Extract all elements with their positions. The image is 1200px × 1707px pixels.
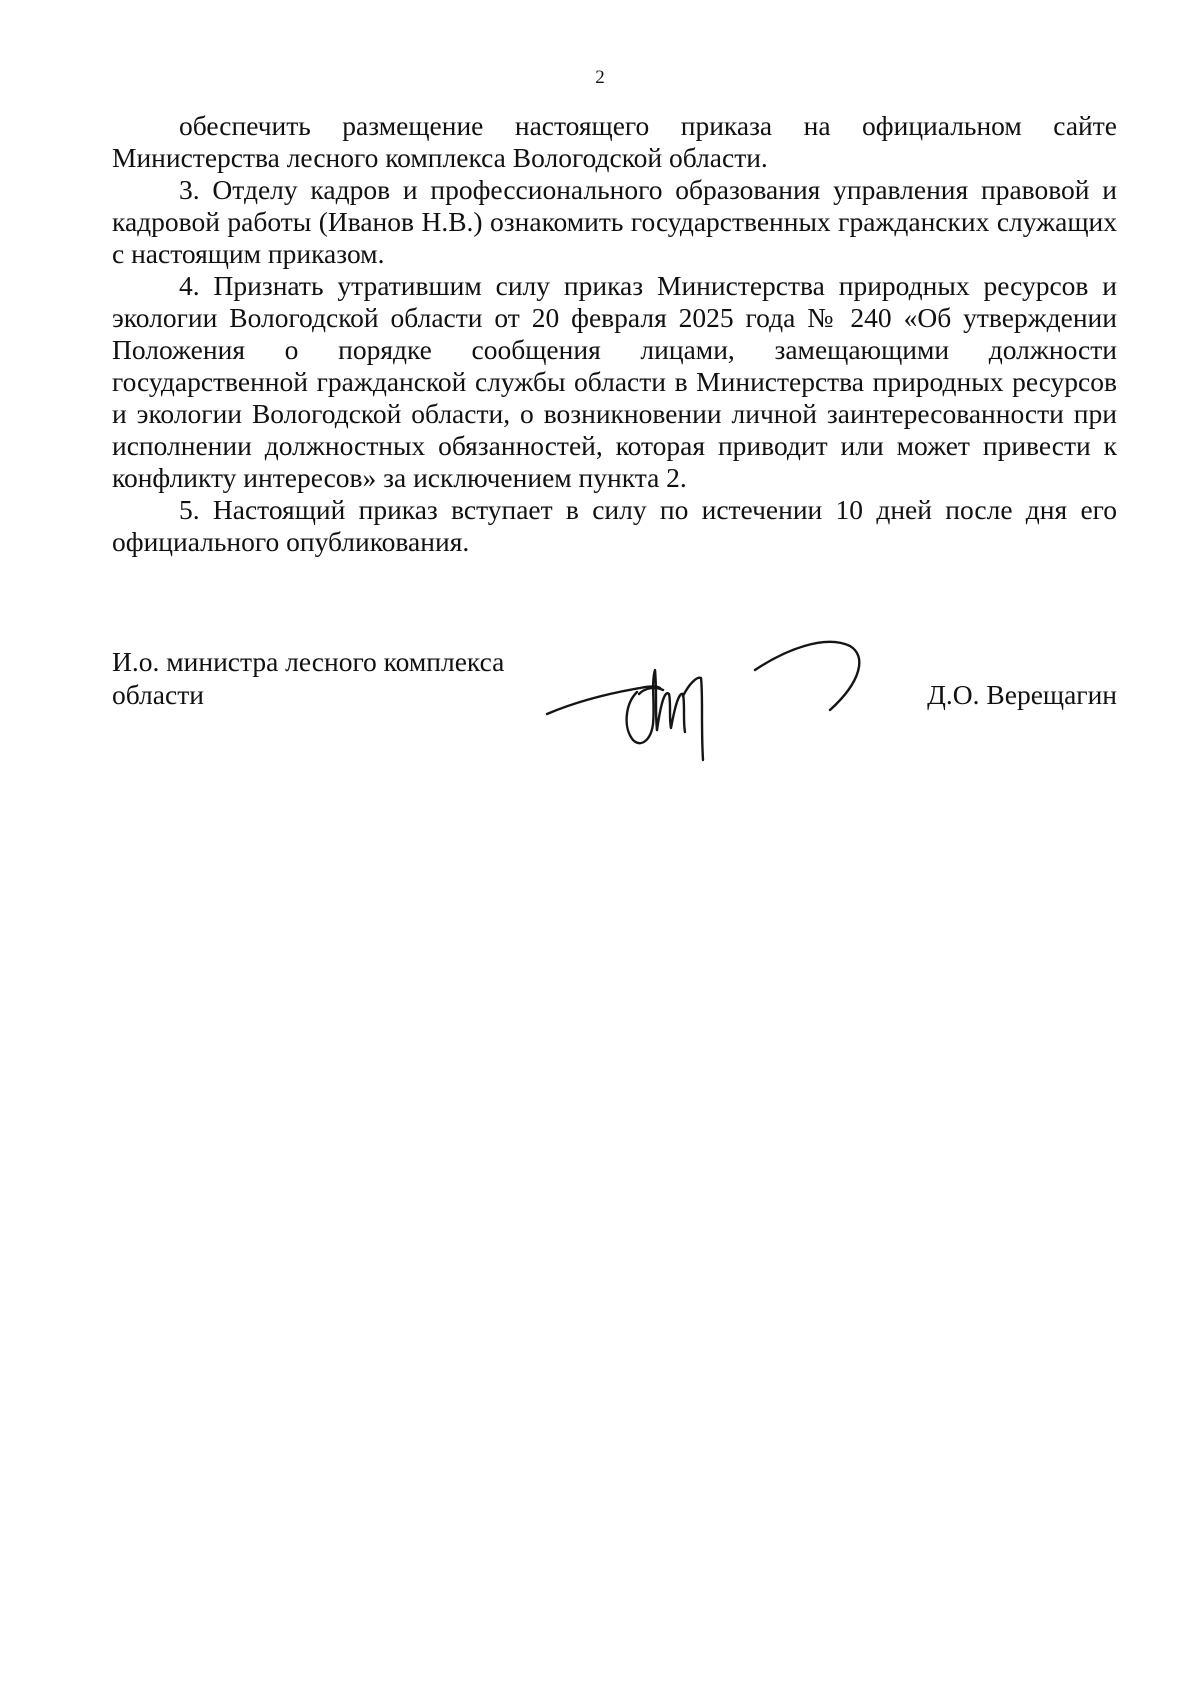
signer-title: И.о. министра лесного комплекса области xyxy=(112,646,505,710)
signer-name: Д.О. Верещагин xyxy=(927,679,1117,710)
signature-stroke xyxy=(639,688,663,694)
page-number: 2 xyxy=(595,67,605,88)
signature-stroke xyxy=(657,693,685,732)
paragraph-item-4: 4. Признать утратившим силу приказ Министерства природных ресурсов и экологии Вологодской области от 20 февраля 2025 года № 240 «Об утверждении Положения о порядке сообщения лицами, замещающими должности государственной гражданской службы области в Министерства природных ресурсов и экологии Вологодской области, о возникновении личной заинтересованности при исполнении должностных обязанностей, которая приводит или может привести к конфликту интересов» за исключением пункта 2. xyxy=(112,270,1117,493)
paragraph-item-5: 5. Настоящий приказ вступает в силу по истечении 10 дней после дня его официального опубликования. xyxy=(112,494,1117,557)
paragraph-continuation: обеспечить размещение настоящего приказа на официальном сайте Министерства лесного комплекса Вологодской области. xyxy=(112,110,1117,173)
signature-stroke xyxy=(683,678,703,760)
document-body xyxy=(112,110,1117,558)
signature-stroke xyxy=(627,670,657,743)
paragraph-item-3: 3. Отделу кадров и профессионального образования управления правовой и кадровой работы (Иванов Н.В.) ознакомить государственных гражданских служащих с настоящим приказом. xyxy=(112,174,1117,269)
signature-stroke xyxy=(755,642,859,710)
handwritten-signature xyxy=(545,632,885,762)
